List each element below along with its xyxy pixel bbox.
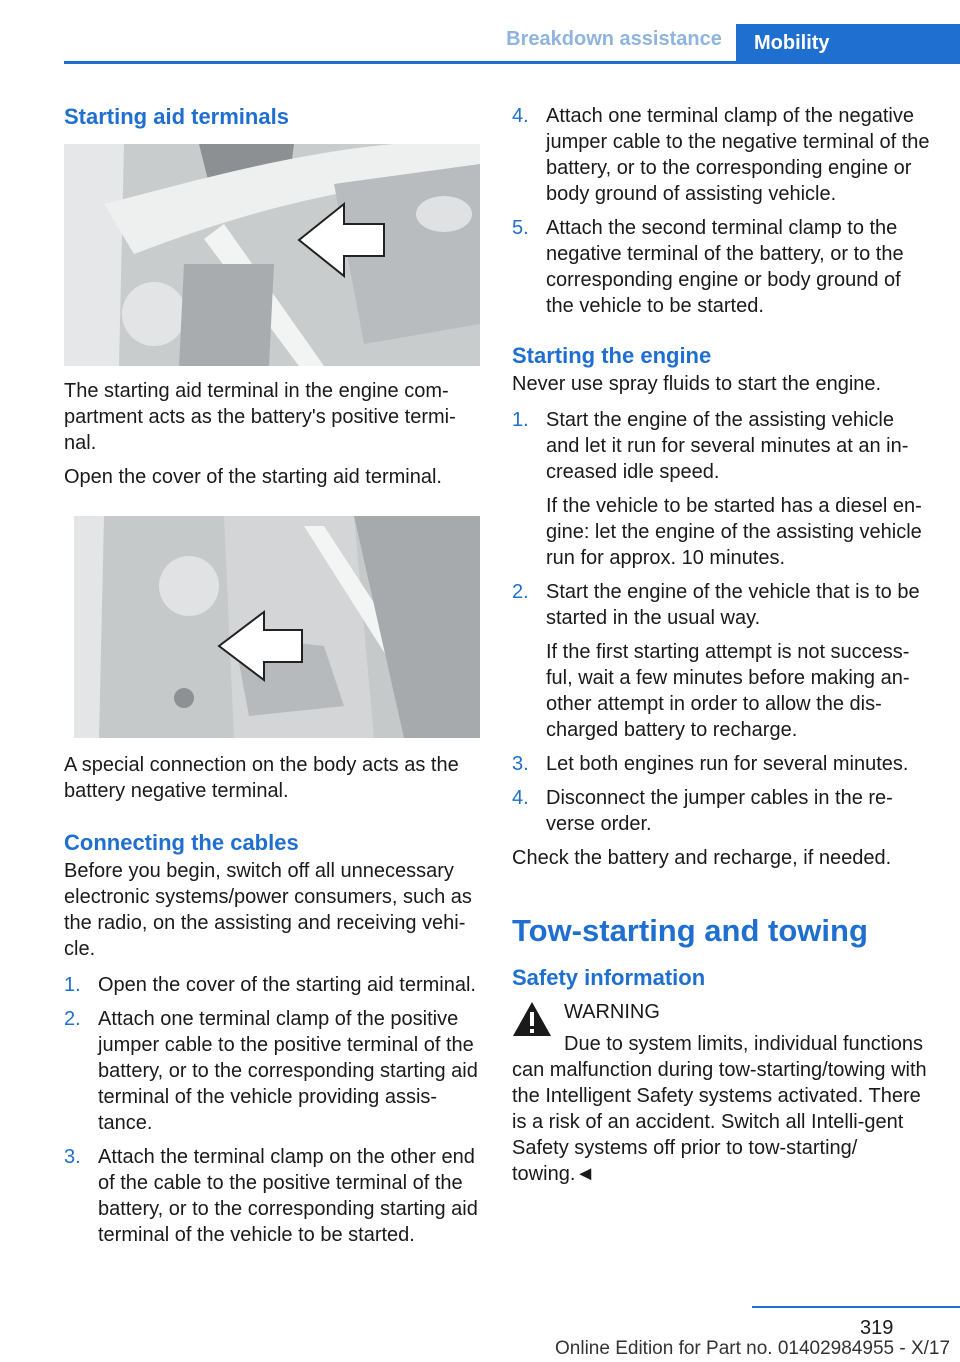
engine-bay-photo-positive-terminal <box>64 144 480 366</box>
left-column <box>64 100 482 1248</box>
step-text: Attach the second terminal clamp to the negative terminal of the battery, or to the corresponding engine or body ground of the vehicle to be started. <box>546 217 904 317</box>
list-item <box>512 751 932 777</box>
engine-bay-photo-negative-terminal <box>74 516 480 738</box>
list-item <box>64 1006 482 1136</box>
list-item <box>512 579 932 743</box>
header-chapter-tab[interactable]: Mobility <box>736 24 960 62</box>
paragraph-positive-terminal: The starting aid terminal in the engine com-partment acts as the battery's positive termi-nal. <box>64 380 456 454</box>
paragraph-check-battery: Check the battery and recharge, if needed. <box>512 847 892 869</box>
step-text: Start the engine of the assisting vehicle and let it run for several minutes at an in-creased idle speed. <box>546 409 909 483</box>
header-section-label: Breakdown assistance <box>506 28 722 50</box>
step-number: 4. <box>512 105 529 127</box>
step-number: 5. <box>512 217 529 239</box>
paragraph-special-connection: A special connection on the body acts as the battery negative terminal. <box>64 754 459 802</box>
paragraph-before-begin: Before you begin, switch off all unnecessary electronic systems/power consumers, such as the radio, on the assisting and receiving vehi-cle. <box>64 860 472 960</box>
paragraph-open-cover: Open the cover of the starting aid terminal. <box>64 466 442 488</box>
step-text: Attach one terminal clamp of the negative jumper cable to the negative terminal of the battery, or to the corresponding engine or body ground of assisting vehicle. <box>546 105 930 205</box>
step-number: 1. <box>512 409 529 431</box>
heading-tow-starting: Tow-starting and towing <box>512 913 868 948</box>
footer-rule <box>752 1306 960 1308</box>
page-number: 319 <box>860 1317 894 1339</box>
step-text: Let both engines run for several minutes. <box>546 753 909 775</box>
connect-steps-list-continued <box>512 103 932 319</box>
engine-steps-list <box>512 407 932 837</box>
step-number: 2. <box>512 581 529 603</box>
heading-starting-engine: Starting the engine <box>512 343 712 368</box>
heading-starting-aid-terminals: Starting aid terminals <box>64 104 289 129</box>
list-item <box>64 972 482 998</box>
warning-block <box>512 999 932 1187</box>
warning-text: can malfunction during tow-starting/towing with the Intelligent Safety systems activated. There is a risk of an accident. Switch all Intelli-gent Safety systems off prior to tow-starting/ towing.◄ <box>512 1059 927 1185</box>
list-item <box>512 103 932 207</box>
connect-steps-list <box>64 972 482 1248</box>
step-text: Attach one terminal clamp of the positive jumper cable to the positive terminal of the battery, or to the corresponding starting aid terminal of the vehicle providing assis-tance. <box>98 1008 478 1134</box>
warning-first-line: Due to system limits, individual functions <box>564 1033 924 1055</box>
step-number: 3. <box>512 753 529 775</box>
list-item <box>64 1144 482 1248</box>
paragraph-never-spray: Never use spray fluids to start the engine. <box>512 373 882 395</box>
step-note: If the first starting attempt is not success-ful, wait a few minutes before making an-other attempt in order to allow the dis-charged battery to recharge. <box>546 641 910 741</box>
step-text: Open the cover of the starting aid terminal. <box>98 974 476 996</box>
list-item <box>512 785 932 837</box>
right-column <box>512 103 932 1187</box>
step-note: If the vehicle to be started has a diesel en-gine: let the engine of the assisting vehicle run for approx. 10 minutes. <box>546 495 922 569</box>
step-text: Start the engine of the vehicle that is to be started in the usual way. <box>546 581 920 629</box>
step-number: 1. <box>64 974 81 996</box>
heading-connecting-cables: Connecting the cables <box>64 830 299 855</box>
step-number: 3. <box>64 1146 81 1168</box>
step-text: Attach the terminal clamp on the other end of the cable to the positive terminal of the battery, or to the corresponding starting aid terminal of the vehicle to be started. <box>98 1146 478 1246</box>
step-number: 4. <box>512 787 529 809</box>
list-item <box>512 407 932 571</box>
edition-footer: Online Edition for Part no. 01402984955 - X/17 <box>555 1338 951 1359</box>
warning-label: WARNING <box>564 1001 660 1023</box>
step-text: Disconnect the jumper cables in the re-verse order. <box>546 787 893 835</box>
warning-triangle-icon <box>512 1001 552 1037</box>
heading-safety-information: Safety information <box>512 965 706 990</box>
step-number: 2. <box>64 1008 81 1030</box>
list-item <box>512 215 932 319</box>
